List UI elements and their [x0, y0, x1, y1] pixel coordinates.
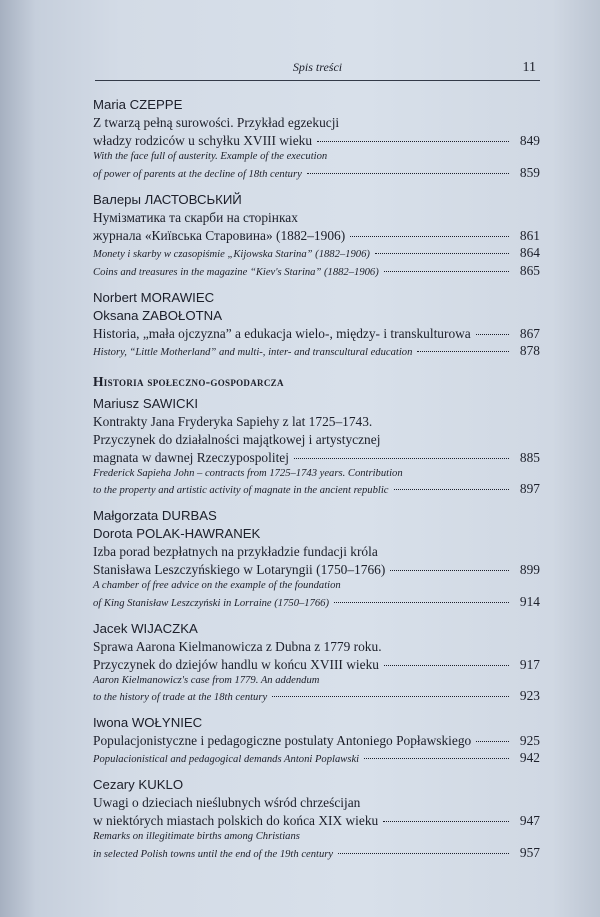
- article-title-line: Kontrakty Jana Fryderyka Sapiehy z lat 1725–1743.: [93, 413, 373, 429]
- author-name: Iwona WOŁYNIEC: [93, 715, 203, 730]
- translation-row: [93, 245, 540, 263]
- entry-text: to the property and artistic activity of magnate in the ancient republic: [93, 485, 389, 496]
- leader-dots: [338, 853, 509, 854]
- entry-text: Coins and treasures in the magazine “Kiev's Starina” (1882–1906): [93, 266, 379, 278]
- entry-text: Monety i skarby w czasopiśmie „Kijowska Starina” (1882–1906): [93, 248, 370, 260]
- article-title-row: [93, 561, 540, 579]
- page-header: [95, 58, 540, 81]
- translation-page-ref: 957: [519, 844, 540, 860]
- translation-line: Aaron Kielmanowicz's case from 1779. An addendum: [93, 674, 320, 686]
- translation-page-ref: 897: [519, 481, 540, 496]
- leader-dots: [384, 271, 509, 272]
- entry-text: władzy rodziców u schyłku XVIII wieku: [93, 133, 313, 148]
- title-page-ref: 849: [519, 133, 540, 148]
- translation-page-ref: 878: [519, 342, 540, 358]
- article-title-row: [93, 132, 540, 150]
- entry-text: Przyczynek do dziejów handlu w końcu XVIII wieku: [93, 656, 379, 672]
- entry-text: to the history of trade at the 18th century: [93, 692, 268, 703]
- entry-text: Populacjonistyczne i pedagogiczne postulaty Antoniego Popławskiego: [93, 733, 472, 748]
- leader-dots: [375, 253, 509, 254]
- toc-entry: [93, 395, 540, 500]
- toc-entry: [93, 191, 540, 281]
- translation-row: [93, 845, 540, 863]
- toc-entry: [93, 620, 540, 707]
- author-name: Oksana ZABOŁOTNA: [93, 307, 222, 323]
- title-page-ref: 899: [519, 562, 540, 577]
- author-name: Norbert MORAWIEC: [93, 289, 215, 305]
- article-title-line: Przyczynek do działalności majątkowej i artystycznej: [93, 431, 381, 447]
- entry-text: History, “Little Motherland” and multi-, inter- and transcultural education: [93, 346, 413, 358]
- leader-dots: [307, 173, 509, 174]
- title-page-ref: 925: [519, 733, 540, 748]
- article-title-row: [93, 227, 540, 245]
- article-title-line: Z twarzą pełną surowości. Przykład egzekucji: [93, 115, 340, 130]
- entry-text: журнала «Київська Старовина» (1882–1906): [93, 227, 346, 243]
- article-title-row: [93, 656, 540, 674]
- author-name: Mariusz SAWICKI: [93, 395, 199, 411]
- translation-line: Frederick Sapieha John – contracts from 1725–1743 years. Contribution: [93, 467, 403, 479]
- author-name: Maria CZEPPE: [93, 97, 183, 112]
- author-name: Cezary KUKLO: [93, 777, 184, 792]
- leader-dots: [476, 334, 509, 335]
- article-title-row: [93, 325, 540, 343]
- translation-page-ref: 865: [519, 262, 540, 278]
- article-title-line: Uwagi o dzieciach nieślubnych wśród chrześcijan: [93, 795, 361, 810]
- leader-dots: [476, 741, 509, 742]
- leader-dots: [417, 351, 509, 352]
- article-title-line: Нумізматика та скарби на сторінках: [93, 209, 298, 225]
- translation-page-ref: 923: [519, 688, 540, 703]
- entry-text: of power of parents at the decline of 18th century: [93, 168, 302, 180]
- title-page-ref: 861: [519, 227, 540, 243]
- translation-row: [93, 343, 540, 361]
- leader-dots: [317, 141, 509, 142]
- translation-row: [93, 594, 540, 612]
- page-number: 11: [522, 60, 536, 75]
- toc-entry: [93, 776, 540, 863]
- author-name: Валеры ЛАСТОВСЬКИЙ: [93, 191, 242, 207]
- entry-text: Stanisława Leszczyńskiego w Lotaryngii (1750–1766): [93, 562, 386, 577]
- translation-row: [93, 165, 540, 183]
- title-page-ref: 885: [519, 449, 540, 465]
- author-name: Jacek WIJACZKA: [93, 620, 198, 636]
- article-title-row: [93, 449, 540, 467]
- translation-line: With the face full of austerity. Example of the execution: [93, 151, 328, 162]
- entry-text: Historia, „mała ojczyzna” a edukacja wielo-, między- i transkulturowa: [93, 325, 471, 341]
- leader-dots: [350, 236, 509, 237]
- title-page-ref: 867: [519, 325, 540, 341]
- article-title-line: Sprawa Aarona Kielmanowicza z Dubna z 1779 roku.: [93, 638, 382, 654]
- section-heading: Historia społeczno-gospodarcza: [93, 373, 284, 389]
- toc-entry: [93, 507, 540, 612]
- translation-line: Remarks on illegitimate births among Christians: [93, 831, 300, 842]
- leader-dots: [294, 458, 509, 459]
- title-page-ref: 947: [519, 813, 540, 828]
- article-title-line: Izba porad bezpłatnych na przykładzie fundacji króla: [93, 544, 378, 559]
- leader-dots: [394, 489, 510, 490]
- entry-text: in selected Polish towns until the end of the 19th century: [93, 848, 334, 860]
- translation-page-ref: 859: [519, 164, 540, 180]
- translation-page-ref: 942: [519, 750, 540, 765]
- leader-dots: [364, 758, 509, 759]
- entry-text: w niektórych miastach polskich do końca XIX wieku: [93, 813, 379, 828]
- table-of-contents: [93, 96, 540, 871]
- author-name: Dorota POLAK-HAWRANEK: [93, 526, 261, 541]
- translation-row: [93, 481, 540, 499]
- entry-text: magnata w dawnej Rzeczypospolitej: [93, 449, 289, 465]
- running-title: Spis treści: [292, 60, 343, 74]
- leader-dots: [334, 602, 509, 603]
- toc-entry: [93, 289, 540, 361]
- leader-dots: [383, 821, 509, 822]
- translation-page-ref: 864: [519, 244, 540, 260]
- toc-group-2: [93, 395, 540, 863]
- toc-entry: [93, 714, 540, 768]
- entry-text: of King Stanisław Leszczyński in Lorraine (1750–1766): [93, 597, 330, 609]
- article-title-row: [93, 812, 540, 830]
- leader-dots: [390, 570, 509, 571]
- leader-dots: [384, 665, 509, 666]
- translation-row: [93, 688, 540, 706]
- title-page-ref: 917: [519, 656, 540, 672]
- article-title-row: [93, 732, 540, 750]
- translation-line: A chamber of free advice on the example of the foundation: [93, 580, 341, 591]
- translation-row: [93, 750, 540, 768]
- leader-dots: [272, 696, 509, 697]
- toc-group-1: [93, 96, 540, 361]
- toc-entry: [93, 96, 540, 183]
- entry-text: Populacionistical and pedagogical demands Antoni Poplawski: [93, 754, 360, 765]
- translation-row: [93, 263, 540, 281]
- translation-page-ref: 914: [519, 593, 540, 609]
- author-name: Małgorzata DURBAS: [93, 508, 217, 523]
